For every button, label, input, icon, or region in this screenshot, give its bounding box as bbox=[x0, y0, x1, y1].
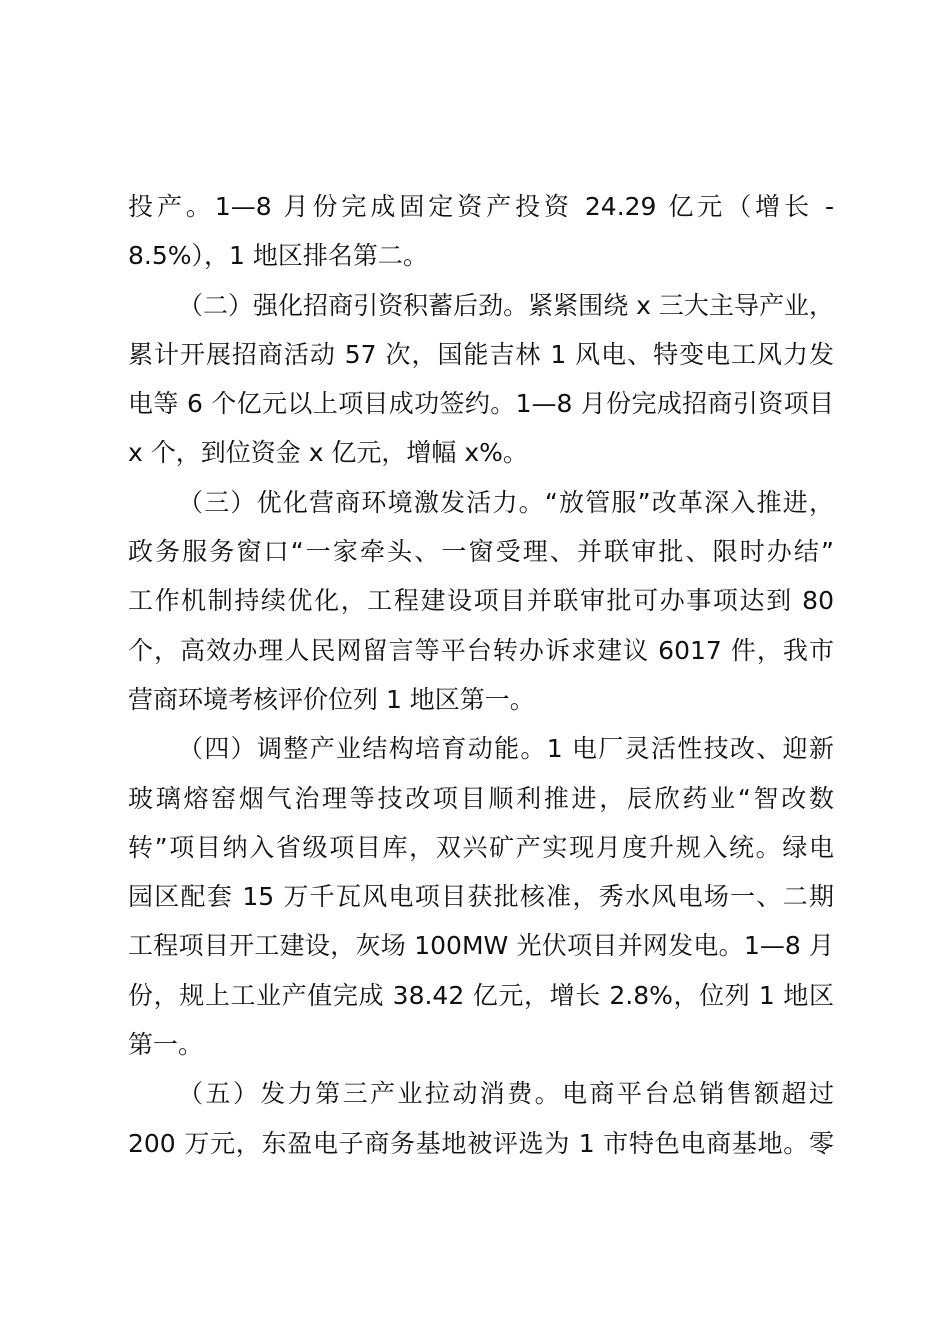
paragraph-heading-line: （五）发力第三产业拉动消费。电商平台总销售额超过 bbox=[178, 1079, 834, 1109]
text-line: 份，规上工业产值完成 38.42 亿元，增长 2.8%，位列 1 地区 bbox=[128, 980, 834, 1010]
text-line: 第一。 bbox=[128, 1030, 204, 1060]
text-line: 转”项目纳入省级项目库，双兴矿产实现月度升规入统。绿电 bbox=[128, 832, 834, 862]
text-line: 个，高效办理人民网留言等平台转办诉求建议 6017 件，我市 bbox=[128, 635, 834, 665]
text-line: 玻璃熔窑烟气治理等技改项目顺利推进，辰欣药业“智改数 bbox=[128, 783, 834, 813]
text-line: 累计开展招商活动 57 次，国能吉林 1 风电、特变电工风力发 bbox=[128, 339, 834, 369]
text-line: x 个，到位资金 x 亿元，增幅 x%。 bbox=[128, 438, 528, 468]
text-line: 政务服务窗口“一家牵头、一窗受理、并联审批、限时办结” bbox=[128, 537, 834, 567]
text-line: 营商环境考核评价位列 1 地区第一。 bbox=[128, 684, 535, 714]
text-line: 电等 6 个亿元以上项目成功签约。1—8 月份完成招商引资项目 bbox=[128, 389, 834, 419]
text-line: 工作机制持续优化，工程建设项目并联审批可办事项达到 80 bbox=[128, 586, 834, 616]
paragraph-heading-line: （四）调整产业结构培育动能。1 电厂灵活性技改、迎新 bbox=[178, 734, 834, 764]
body-text bbox=[128, 182, 834, 1168]
text-line: 200 万元，东盈电子商务基地被评选为 1 市特色电商基地。零 bbox=[128, 1128, 834, 1158]
text-line: 投产。1—8 月份完成固定资产投资 24.29 亿元（增长 - bbox=[128, 192, 834, 221]
text-line: 工程项目开工建设，灰场 100MW 光伏项目并网发电。1—8 月 bbox=[128, 931, 834, 961]
paragraph-heading-line: （二）强化招商引资积蓄后劲。紧紧围绕 x 三大主导产业， bbox=[178, 290, 834, 320]
text-line: 8.5%），1 地区排名第二。 bbox=[128, 241, 428, 271]
paragraph-heading-line: （三）优化营商环境激发活力。“放管服”改革深入推进， bbox=[178, 487, 834, 517]
text-line: 园区配套 15 万千瓦风电项目获批核准，秀水风电场一、二期 bbox=[128, 882, 834, 912]
